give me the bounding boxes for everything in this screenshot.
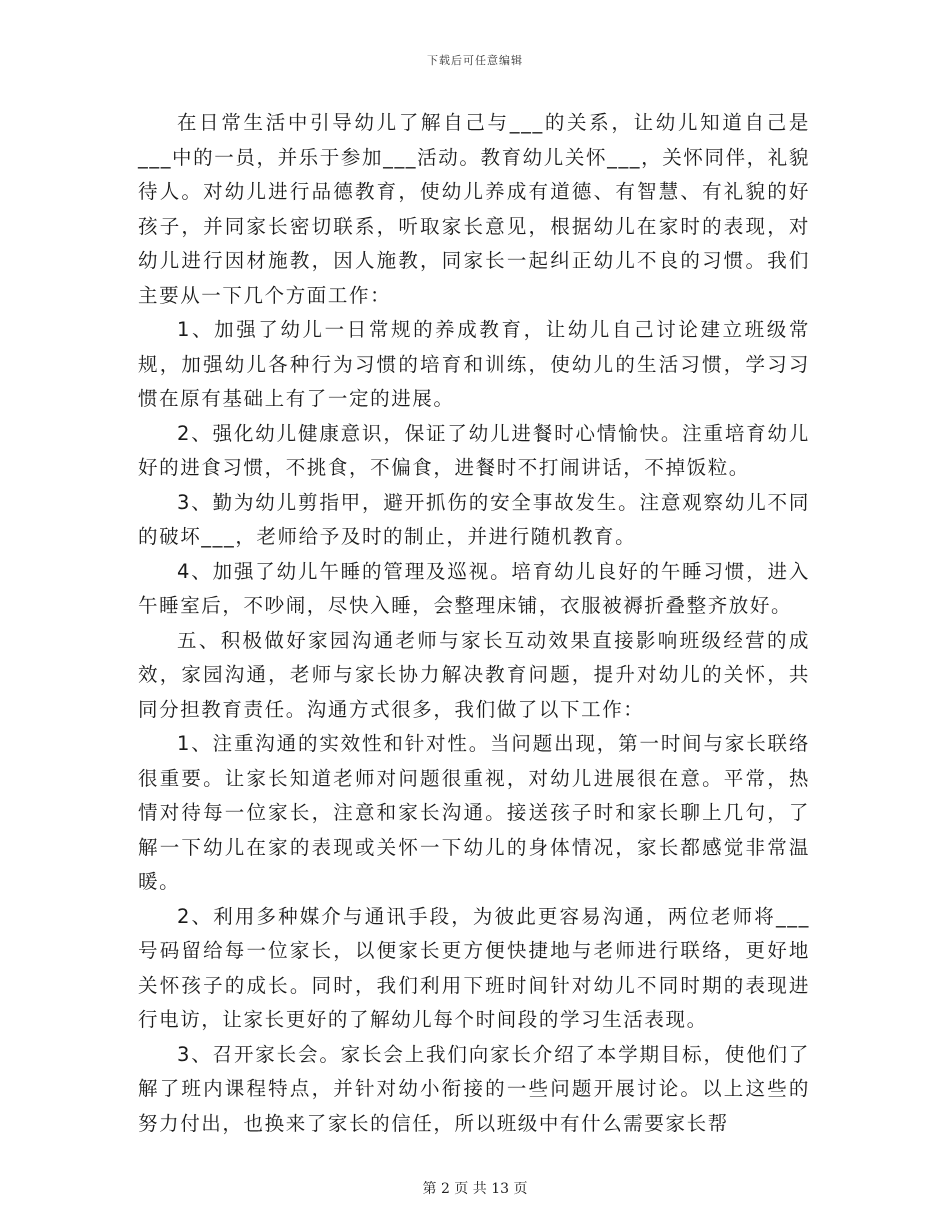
paragraph: 1、加强了幼儿一日常规的养成教育，让幼儿自己讨论建立班级常规，加强幼儿各种行为习惯的培育和训练，使幼儿的生活习惯，学习习惯在原有基础上有了一定的进展。 xyxy=(138,318,810,410)
paragraph: 3、召开家长会。家长会上我们向家长介绍了本学期目标，使他们了解了班内课程特点，并针对幼小衔接的一些问题开展讨论。以上这些的努力付出，也换来了家长的信任，所以班级中有什么需要家长帮 xyxy=(138,1042,810,1135)
document-body xyxy=(138,106,810,1141)
paragraph: 3、勤为幼儿剪指甲，避开抓伤的安全事故发生。注意观察幼儿不同的破坏___，老师给予及时的制止，并进行随机教育。 xyxy=(138,490,810,548)
page-header: 下载后可任意编辑 xyxy=(427,54,523,67)
paragraph: 五、积极做好家园沟通老师与家长互动效果直接影响班级经营的成效，家园沟通，老师与家长协力解决教育问题，提升对幼儿的关怀，共同分担教育责任。沟通方式很多，我们做了以下工作： xyxy=(138,628,810,721)
paragraph: 2、利用多种媒介与通讯手段，为彼此更容易沟通，两位老师将___号码留给每一位家长，以便家长更方便快捷地与老师进行联络，更好地关怀孩子的成长。同时，我们利用下班时间针对幼儿不同时期的表现进行电访，让家长更好的了解幼儿每个时间段的学习生活表现。 xyxy=(138,904,810,1031)
paragraph: 2、强化幼儿健康意识，保证了幼儿进餐时心情愉快。注重培育幼儿好的进食习惯，不挑食，不偏食，进餐时不打闹讲话，不掉饭粒。 xyxy=(138,421,810,479)
paragraph: 1、注重沟通的实效性和针对性。当问题出现，第一时间与家长联络很重要。让家长知道老师对问题很重视，对幼儿进展很在意。平常，热情对待每一位家长，注意和家长沟通。接送孩子时和家长聊上几句，了解一下幼儿在家的表现或关怀一下幼儿的身体情况，家长都感觉非常温暖。 xyxy=(138,732,810,893)
page-footer: 第 2 页 共 13 页 xyxy=(422,1181,528,1197)
paragraph: 在日常生活中引导幼儿了解自己与___的关系，让幼儿知道自己是___中的一员，并乐于参加___活动。教育幼儿关怀___，关怀同伴，礼貌待人。对幼儿进行品德教育，使幼儿养成有道德、有智慧、有礼貌的好孩子，并同家长密切联系，听取家长意见，根据幼儿在家时的表现，对幼儿进行因材施教，因人施教，同家长一起纠正幼儿不良的习惯。我们主要从一下几个方面工作： xyxy=(138,111,810,307)
paragraph: 4、加强了幼儿午睡的管理及巡视。培育幼儿良好的午睡习惯，进入午睡室后，不吵闹，尽快入睡，会整理床铺，衣服被褥折叠整齐放好。 xyxy=(138,559,810,617)
